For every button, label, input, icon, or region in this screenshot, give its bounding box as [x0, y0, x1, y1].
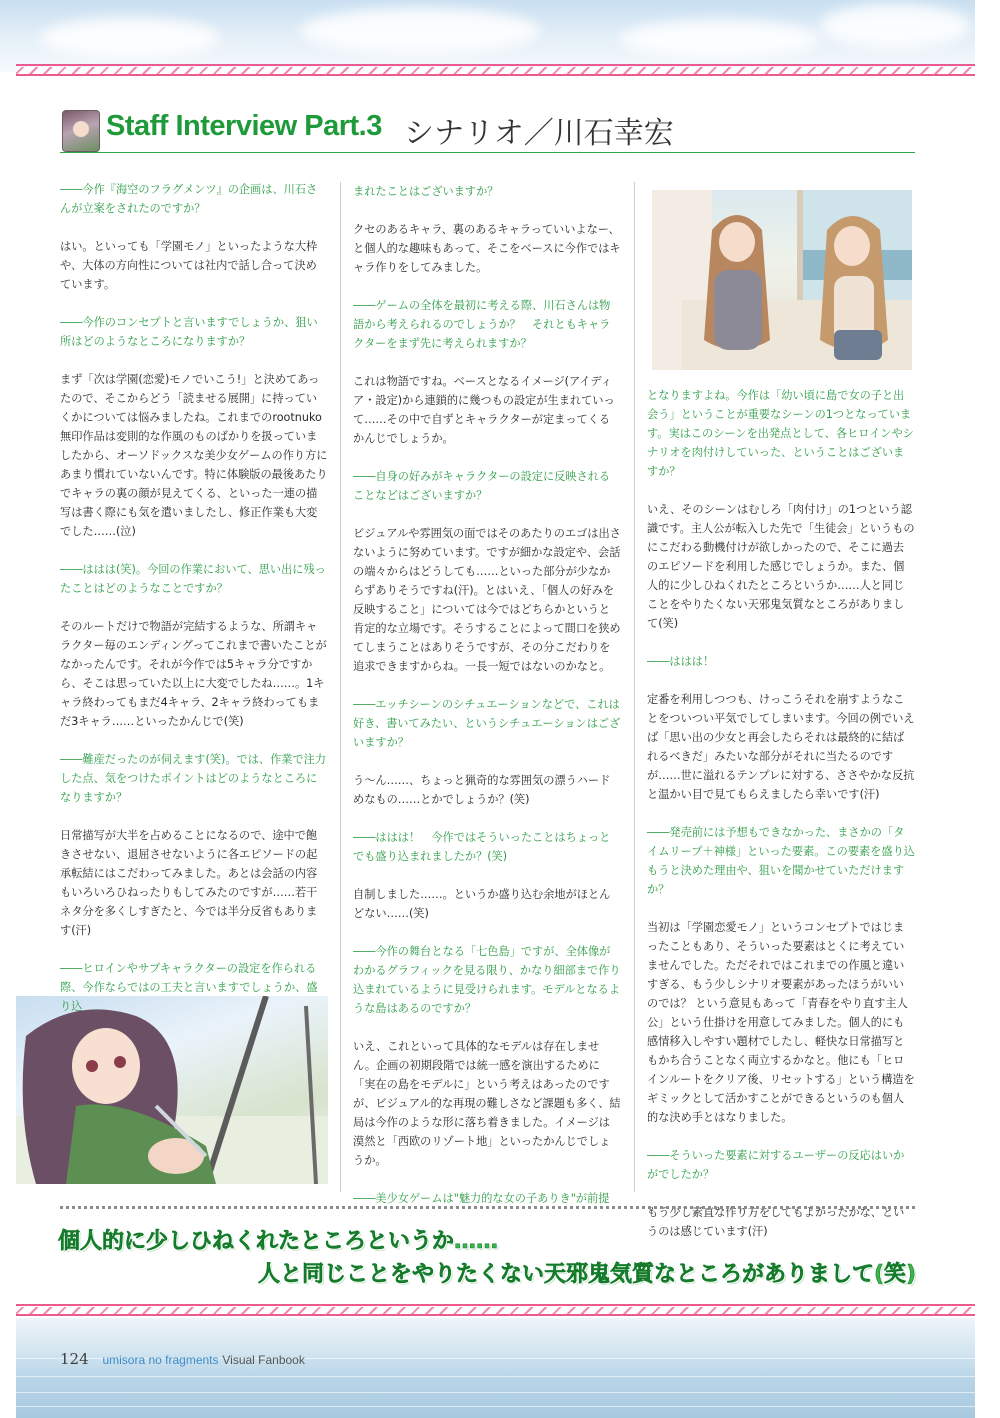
header-rule	[60, 152, 915, 153]
interviewer-question: ――美少女ゲームは"魅力的な女の子ありき"が前提	[353, 1192, 610, 1205]
interviewee-answer: そのルートだけで物語が完結するような、所謂キャラクター毎のエンディングってこれまで書いたことがなかったんです。それが今作では5キャラ分ですから、そこは思っていた以上に大変でしたね……。1キャラ終わってもまだ4キャラ、2キャラ終わってもまだ3キャラ……といったかんじで(笑)	[60, 620, 327, 728]
interviewer-question: ――自身の好みがキャラクターの設定に反映されることなどはございますか？	[353, 470, 611, 502]
interviewer-question: ――今作『海空のフラグメンツ』の企画は、川石さんが立案をされたのですか？	[60, 183, 318, 215]
interviewer-question: ――難産だったのが伺えます(笑)。では、作業で注力した点、気をつけたポイントはどのようなところになりますか？	[60, 753, 327, 804]
page-number: 124	[60, 1350, 89, 1368]
interviewer-question: ――発売前には予想もできなかった、まさかの「タイムリープ＋神様」といった要素。この要素を盛り込もうと決めた理由や、狙いを聞かせていただけますか？	[647, 826, 915, 896]
dotted-separator	[60, 1206, 915, 1209]
interviewee-answer: まず「次は学園(恋愛)モノでいこう!」と決めてあったので、そこからどう「読ませる展開」に持っていくかについては悩みましたね。これまでのrootnuko無印作品は変則的な作風のものばかりを扱っていましたから、オーソドックスな美少女ゲームの作り方にあまり慣れていないんです。特に体験版の最後あたりでキャラの裏の顔が見えてくる、といった一連の描写は書く際にも気を遣いましたし、修正作業も大変でした……(泣)	[60, 373, 328, 538]
interview-column-2	[353, 182, 621, 1227]
interviewee-answer: クセのあるキャラ、裏のあるキャラっていいよなー、と個人的な趣味もあって、そこをベースに今作ではキャラ作りをしてみました。	[353, 223, 621, 274]
interviewer-question: ――ははは(笑)。今回の作業において、思い出に残ったことはどのようなことですか？	[60, 563, 326, 595]
interviewee-answer: ビジュアルや雰囲気の面ではそのあたりのエゴは出さないように努めています。ですが細かな設定や、会話の端々からはどうしても……といった部分が少なからずありそうですね(汗)。とはいえ、「個人の好みを反映すること」については今ではどちらかというと肯定的な立場です。そうすることによって間口を狭めてしまうことはありそうですが、その分こだわりを追求できますからね。一長一短ではないのかなと。	[353, 527, 621, 673]
interviewee-answer: 当初は「学園恋愛モノ」というコンセプトではじまったこともあり、そういった要素はとくに考えていませんでした。ただそれではこれまでの作風と違いすぎる、もう少しシナリオ要素があったほうがいいのでは？ という意見もあって「青春をやり直す主人公」という仕掛けを用意してみました。個人的にも感情移入しやすい題材でしたし、軽快な日常描写ともかち合うことなく両立するかなと。他にも「ヒロインルートをクリア後、リセットする」という構造をギミックとして活かすことができるというのも個人的な決め手とはなりました。	[647, 921, 915, 1124]
column-divider	[634, 182, 635, 1192]
illustration-two-girls	[652, 190, 912, 370]
interviewer-question: となりますよね。今作は「幼い頃に島で女の子と出会う」ということが重要なシーンの1つとなっています。実はこのシーンを出発点として、各ヒロインやシナリオを肉付けしていった、ということはございますか？	[647, 389, 914, 478]
interviewer-question: ――エッチシーンのシチュエーションなどで、これは好き、書いてみたい、というシチュエーションはございますか？	[353, 698, 621, 749]
interviewer-question: ――今作の舞台となる「七色島」ですが、全体像がわかるグラフィックを見る限り、かなり細部まで作り込まれているように見受けられます。モデルとなるような島はあるのですか？	[353, 945, 621, 1015]
interviewee-answer: いえ、これといって具体的なモデルは存在しません。企画の初期段階では統一感を演出するために「実在の島をモデルに」という考えはあったのですが、ビジュアル的な再現の難しさなど課題も多く、結局は今作のような形に落ち着きました。イメージは漠然と「西欧のリゾート地」といったかんじでしょうか。	[353, 1040, 621, 1167]
interviewer-question: ――ゲームの全体を最初に考える際、川石さんは物語から考えられるのでしょうか？ それともキャラクターをまず先に考えられますか？	[353, 299, 611, 350]
sea-banner-bottom	[16, 1318, 975, 1418]
page-right-margin	[975, 0, 1000, 1418]
interviewee-answer: う～ん……、ちょっと猟奇的な雰囲気の漂うハードめなもの……とかでしょうか？(笑)	[353, 774, 611, 806]
decorative-band-bottom	[16, 1304, 975, 1316]
footer-subtitle: Visual Fanbook	[222, 1353, 305, 1367]
interviewer-question: ――ははは！ 今作ではそういったことはちょっとでも盛り込まれましたか？(笑)	[353, 831, 611, 863]
interviewer-question: ――ヒロインやサブキャラクターの設定を作られる際、今作ならではの工夫と言いますでしょうか、盛り込	[60, 962, 318, 1013]
interviewee-answer: はい。といっても「学園モノ」といったような大枠や、大体の方向性については社内で話し合って決めています。	[60, 240, 318, 291]
footer-brand: umisora no fragments	[102, 1353, 219, 1367]
interview-header	[60, 108, 915, 152]
title-japanese: シナリオ／川石幸宏	[404, 116, 674, 151]
interviewer-question: ――そういった要素に対するユーザーの反応はいかがでしたか？	[647, 1149, 905, 1181]
author-avatar-icon	[62, 110, 100, 152]
sky-banner-top	[0, 0, 975, 72]
title-english: Staff Interview Part.3	[106, 110, 382, 142]
interviewee-answer: 日常描写が大半を占めることになるので、途中で飽きさせない、退屈させないように各エピソードの起承転結にはこだわってみました。あとは会話の内容もいろいろひねったりもしてみたのですが……若干ネタ分を多くしすぎたと、今では半分反省もあります(汗)	[60, 829, 318, 937]
interviewer-question: ――今作のコンセプトと言いますでしょうか、狙い所はどのようなところになりますか？	[60, 316, 318, 348]
pull-quote-line-1: 個人的に少しひねくれたところというか……	[58, 1229, 499, 1254]
interview-column-3	[647, 386, 915, 1260]
interviewer-question: ――ははは！	[647, 655, 715, 668]
interviewee-answer: もう少し素直な作り方をしてもよかったかな、というのは感じています(汗)	[647, 1206, 905, 1238]
interviewee-answer: これは物語ですね。ベースとなるイメージ(アイディア・設定)から連鎖的に幾つもの設定が生まれていって……その中で自ずとキャラクターが定まってくるかんじでしょうか。	[353, 375, 615, 445]
column-divider	[340, 182, 341, 1192]
interviewee-answer: 定番を利用しつつも、けっこうそれを崩すようなことをついつい平気でしてしまいます。今回の例でいえば「思い出の少女と再会したらそれは最終的に結ばれるべきだ」みたいな部分がそれに当たるのですが……世に溢れるテンプレに対する、ささやかな反抗と温かい目で見てもらえましたら幸いです(汗)	[647, 693, 915, 801]
interviewer-question: まれたことはございますか？	[353, 185, 499, 198]
interview-column-1	[60, 180, 328, 1035]
decorative-band-top	[16, 64, 975, 76]
interviewee-answer: いえ、そのシーンはむしろ「肉付け」の1つという認識です。主人公が転入した先で「生徒会」というものにこだわる動機付けが欲しかったので、そこに過去のエピソードを利用した感じでしょうか。また、個人的に少しひねくれたところというか……人と同じことをやりたくない天邪鬼気質なところがありまして(笑)	[647, 503, 915, 630]
page-footer	[60, 1350, 305, 1368]
pull-quote-line-2: 人と同じことをやりたくない天邪鬼気質なところがありまして(笑)	[258, 1262, 917, 1287]
interviewee-answer: 自制しました……。というか盛り込む余地がほとんどない……(笑)	[353, 888, 611, 920]
